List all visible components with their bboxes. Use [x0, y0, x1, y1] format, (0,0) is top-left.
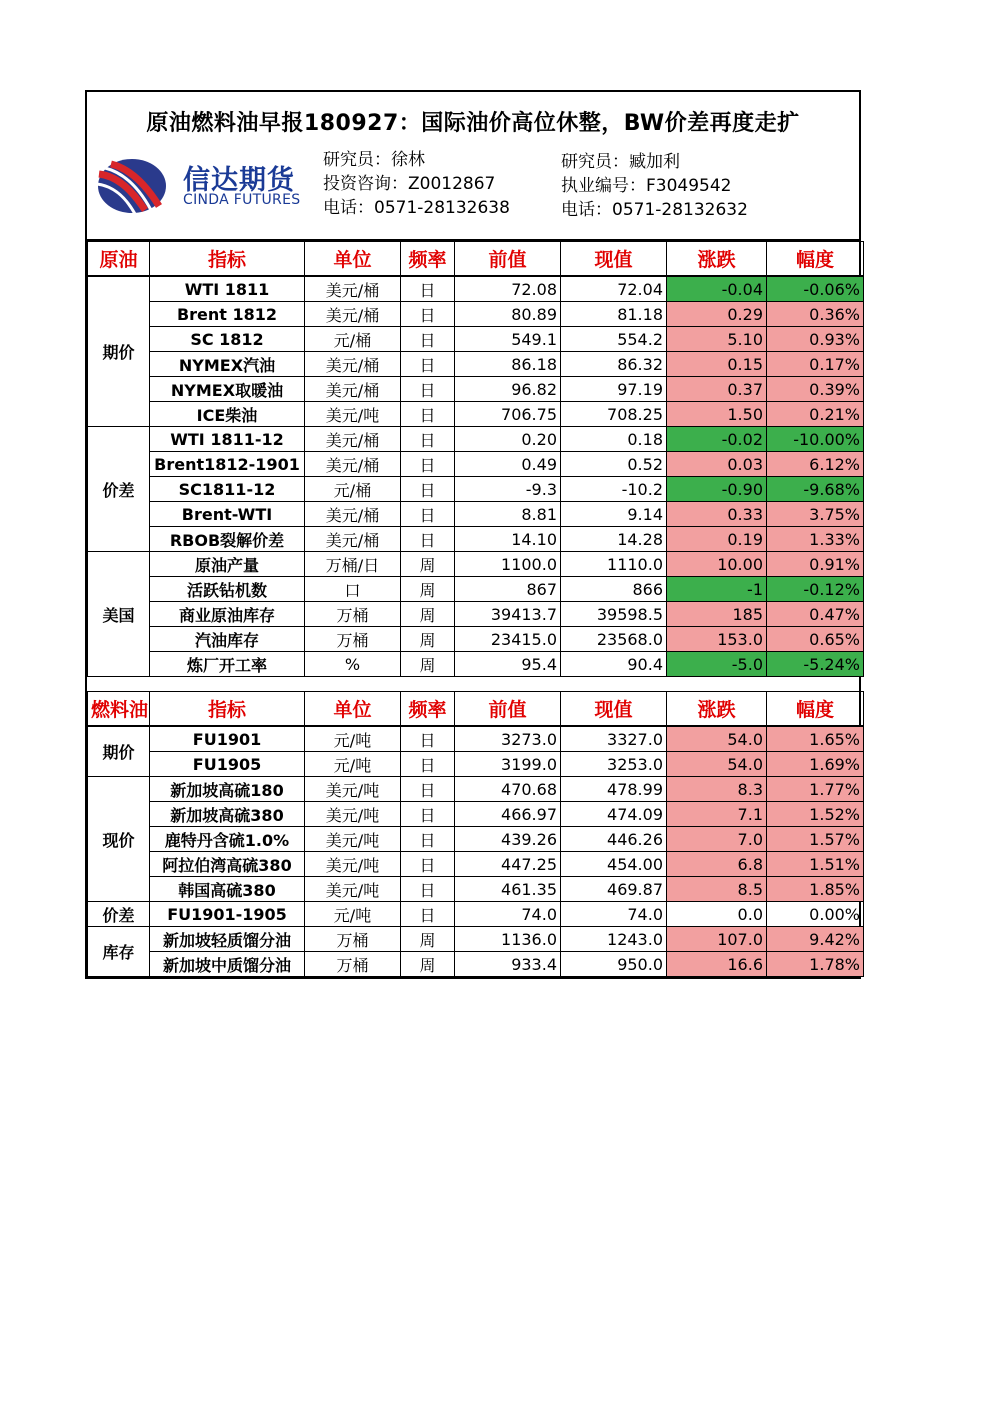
current-value-cell: 14.28 — [561, 527, 667, 552]
indicator-cell: NYMEX汽油 — [150, 352, 305, 377]
frequency-cell: 周 — [401, 577, 455, 602]
group-label: 价差 — [88, 902, 150, 927]
current-value-cell: -10.2 — [561, 477, 667, 502]
current-value-cell: 72.04 — [561, 276, 667, 302]
unit-cell: 万桶 — [305, 602, 401, 627]
license-number: 执业编号：F3049542 — [561, 176, 732, 196]
change-percent-cell: 0.47% — [767, 602, 864, 627]
table-row — [88, 602, 864, 627]
table-row — [88, 327, 864, 352]
indicator-cell: 原油产量 — [150, 552, 305, 577]
unit-cell: 美元/桶 — [305, 377, 401, 402]
change-cell: -5.0 — [667, 652, 767, 677]
current-value-cell: 446.26 — [561, 827, 667, 852]
current-value-cell: 0.18 — [561, 427, 667, 452]
change-cell: -0.02 — [667, 427, 767, 452]
indicator-cell: 新加坡轻质馏分油 — [150, 927, 305, 952]
frequency-cell: 周 — [401, 627, 455, 652]
frequency-cell: 日 — [401, 752, 455, 777]
unit-cell: 万桶 — [305, 627, 401, 652]
report-header — [87, 92, 859, 241]
frequency-cell: 日 — [401, 377, 455, 402]
indicator-cell: 韩国高硫380 — [150, 877, 305, 902]
unit-cell: 元/吨 — [305, 726, 401, 752]
unit-cell: 美元/吨 — [305, 777, 401, 802]
previous-value-cell: 39413.7 — [455, 602, 561, 627]
change-percent-cell: 1.57% — [767, 827, 864, 852]
table-row — [88, 902, 864, 927]
change-percent-cell: 1.77% — [767, 777, 864, 802]
previous-value-cell: 0.20 — [455, 427, 561, 452]
change-percent-cell: 3.75% — [767, 502, 864, 527]
table-row — [88, 302, 864, 327]
change-percent-cell: 1.33% — [767, 527, 864, 552]
change-cell: -0.90 — [667, 477, 767, 502]
indicator-cell: FU1905 — [150, 752, 305, 777]
current-value-cell: 554.2 — [561, 327, 667, 352]
frequency-cell: 日 — [401, 477, 455, 502]
unit-cell: 万桶/日 — [305, 552, 401, 577]
column-header: 涨跌 — [667, 242, 767, 277]
previous-value-cell: -9.3 — [455, 477, 561, 502]
group-label: 期价 — [88, 276, 150, 427]
previous-value-cell: 466.97 — [455, 802, 561, 827]
logo-english-name: CINDA FUTURES — [183, 192, 301, 208]
table-row — [88, 377, 864, 402]
frequency-cell: 周 — [401, 927, 455, 952]
previous-value-cell: 80.89 — [455, 302, 561, 327]
change-cell: 1.50 — [667, 402, 767, 427]
current-value-cell: 0.52 — [561, 452, 667, 477]
previous-value-cell: 1100.0 — [455, 552, 561, 577]
change-percent-cell: 1.52% — [767, 802, 864, 827]
group-label: 期价 — [88, 726, 150, 777]
phone-number: 电话：0571-28132638 — [323, 198, 510, 218]
change-percent-cell: -0.06% — [767, 276, 864, 302]
change-cell: 0.37 — [667, 377, 767, 402]
group-label: 现价 — [88, 777, 150, 902]
current-value-cell: 708.25 — [561, 402, 667, 427]
frequency-cell: 日 — [401, 352, 455, 377]
previous-value-cell: 14.10 — [455, 527, 561, 552]
change-percent-cell: 1.85% — [767, 877, 864, 902]
change-cell: 54.0 — [667, 726, 767, 752]
indicator-cell: SC1811-12 — [150, 477, 305, 502]
previous-value-cell: 549.1 — [455, 327, 561, 352]
current-value-cell: 74.0 — [561, 902, 667, 927]
indicator-cell: ICE柴油 — [150, 402, 305, 427]
unit-cell: 万桶 — [305, 927, 401, 952]
unit-cell: 美元/桶 — [305, 352, 401, 377]
unit-cell: 美元/桶 — [305, 427, 401, 452]
previous-value-cell: 0.49 — [455, 452, 561, 477]
table-row — [88, 877, 864, 902]
current-value-cell: 90.4 — [561, 652, 667, 677]
indicator-cell: 新加坡中质馏分油 — [150, 952, 305, 977]
crude-header-row — [88, 242, 864, 277]
report-sheet — [85, 90, 861, 979]
contact-xu-lin — [323, 148, 510, 220]
change-cell: 0.33 — [667, 502, 767, 527]
frequency-cell: 周 — [401, 552, 455, 577]
logo-chinese-name: 信达期货 — [183, 165, 295, 196]
contact-zang-jiali — [561, 150, 748, 222]
frequency-cell: 日 — [401, 327, 455, 352]
table-row — [88, 952, 864, 977]
table-row — [88, 752, 864, 777]
change-cell: 10.00 — [667, 552, 767, 577]
indicator-cell: RBOB裂解价差 — [150, 527, 305, 552]
indicator-cell: 汽油库存 — [150, 627, 305, 652]
table-row — [88, 827, 864, 852]
table-row — [88, 927, 864, 952]
fuel-header-row — [88, 692, 864, 727]
unit-cell: 美元/吨 — [305, 827, 401, 852]
previous-value-cell: 23415.0 — [455, 627, 561, 652]
unit-cell: 美元/桶 — [305, 276, 401, 302]
indicator-cell: 新加坡高硫180 — [150, 777, 305, 802]
table-row — [88, 502, 864, 527]
change-percent-cell: 0.39% — [767, 377, 864, 402]
indicator-cell: 活跃钻机数 — [150, 577, 305, 602]
table-row — [88, 477, 864, 502]
frequency-cell: 日 — [401, 502, 455, 527]
current-value-cell: 86.32 — [561, 352, 667, 377]
change-cell: 8.3 — [667, 777, 767, 802]
frequency-cell: 日 — [401, 726, 455, 752]
column-header: 指标 — [150, 692, 305, 727]
unit-cell: 美元/桶 — [305, 452, 401, 477]
previous-value-cell: 95.4 — [455, 652, 561, 677]
indicator-cell: Brent-WTI — [150, 502, 305, 527]
change-percent-cell: 1.65% — [767, 726, 864, 752]
column-header: 原油 — [88, 242, 150, 277]
indicator-cell: FU1901-1905 — [150, 902, 305, 927]
frequency-cell: 日 — [401, 527, 455, 552]
indicator-cell: WTI 1811-12 — [150, 427, 305, 452]
column-header: 单位 — [305, 242, 401, 277]
change-percent-cell: 0.65% — [767, 627, 864, 652]
unit-cell: % — [305, 652, 401, 677]
change-percent-cell: -9.68% — [767, 477, 864, 502]
frequency-cell: 日 — [401, 452, 455, 477]
current-value-cell: 3327.0 — [561, 726, 667, 752]
unit-cell: 美元/桶 — [305, 302, 401, 327]
change-percent-cell: -5.24% — [767, 652, 864, 677]
group-label: 价差 — [88, 427, 150, 552]
frequency-cell: 周 — [401, 602, 455, 627]
column-header: 涨跌 — [667, 692, 767, 727]
column-header: 现值 — [561, 242, 667, 277]
previous-value-cell: 3199.0 — [455, 752, 561, 777]
table-row — [88, 452, 864, 477]
current-value-cell: 81.18 — [561, 302, 667, 327]
current-value-cell: 1110.0 — [561, 552, 667, 577]
previous-value-cell: 447.25 — [455, 852, 561, 877]
indicator-cell: 阿拉伯湾高硫380 — [150, 852, 305, 877]
unit-cell: 美元/桶 — [305, 527, 401, 552]
change-percent-cell: 0.21% — [767, 402, 864, 427]
table-row — [88, 552, 864, 577]
cinda-logo-icon — [95, 156, 169, 216]
current-value-cell: 866 — [561, 577, 667, 602]
previous-value-cell: 470.68 — [455, 777, 561, 802]
previous-value-cell: 74.0 — [455, 902, 561, 927]
unit-cell: 万桶 — [305, 952, 401, 977]
change-cell: 7.1 — [667, 802, 767, 827]
column-header: 前值 — [455, 242, 561, 277]
unit-cell: 美元/桶 — [305, 502, 401, 527]
phone-number: 电话：0571-28132632 — [561, 200, 748, 220]
unit-cell: 元/吨 — [305, 902, 401, 927]
cinda-logo — [95, 152, 315, 222]
change-percent-cell: -10.00% — [767, 427, 864, 452]
previous-value-cell: 72.08 — [455, 276, 561, 302]
spacer-cell — [88, 677, 864, 692]
change-cell: 8.5 — [667, 877, 767, 902]
change-cell: 0.03 — [667, 452, 767, 477]
column-header: 幅度 — [767, 242, 864, 277]
previous-value-cell: 439.26 — [455, 827, 561, 852]
data-table — [87, 241, 864, 977]
current-value-cell: 474.09 — [561, 802, 667, 827]
column-header: 指标 — [150, 242, 305, 277]
change-cell: 0.29 — [667, 302, 767, 327]
current-value-cell: 97.19 — [561, 377, 667, 402]
column-header: 幅度 — [767, 692, 864, 727]
frequency-cell: 日 — [401, 877, 455, 902]
previous-value-cell: 461.35 — [455, 877, 561, 902]
unit-cell: 美元/吨 — [305, 802, 401, 827]
column-header: 现值 — [561, 692, 667, 727]
change-cell: 7.0 — [667, 827, 767, 852]
change-cell: 153.0 — [667, 627, 767, 652]
previous-value-cell: 867 — [455, 577, 561, 602]
table-row — [88, 726, 864, 752]
change-percent-cell: 1.51% — [767, 852, 864, 877]
indicator-cell: 商业原油库存 — [150, 602, 305, 627]
frequency-cell: 日 — [401, 777, 455, 802]
column-header: 燃料油 — [88, 692, 150, 727]
column-header: 频率 — [401, 242, 455, 277]
change-cell: 0.15 — [667, 352, 767, 377]
previous-value-cell: 86.18 — [455, 352, 561, 377]
table-row — [88, 427, 864, 452]
report-title: 原油燃料油早报180927：国际油价高位休整，BW价差再度走扩 — [146, 111, 800, 136]
table-row — [88, 276, 864, 302]
frequency-cell: 日 — [401, 902, 455, 927]
indicator-cell: FU1901 — [150, 726, 305, 752]
change-cell: 0.19 — [667, 527, 767, 552]
change-cell: 0.0 — [667, 902, 767, 927]
change-cell: 6.8 — [667, 852, 767, 877]
current-value-cell: 1243.0 — [561, 927, 667, 952]
change-percent-cell: 0.17% — [767, 352, 864, 377]
frequency-cell: 周 — [401, 952, 455, 977]
section-spacer — [88, 677, 864, 692]
unit-cell: 元/吨 — [305, 752, 401, 777]
current-value-cell: 950.0 — [561, 952, 667, 977]
change-percent-cell: 1.69% — [767, 752, 864, 777]
frequency-cell: 周 — [401, 652, 455, 677]
unit-cell: 口 — [305, 577, 401, 602]
change-percent-cell: 0.00% — [767, 902, 864, 927]
column-header: 单位 — [305, 692, 401, 727]
previous-value-cell: 1136.0 — [455, 927, 561, 952]
frequency-cell: 日 — [401, 302, 455, 327]
current-value-cell: 478.99 — [561, 777, 667, 802]
change-cell: 5.10 — [667, 327, 767, 352]
change-percent-cell: -0.12% — [767, 577, 864, 602]
previous-value-cell: 96.82 — [455, 377, 561, 402]
indicator-cell: Brent 1812 — [150, 302, 305, 327]
indicator-cell: SC 1812 — [150, 327, 305, 352]
change-percent-cell: 1.78% — [767, 952, 864, 977]
current-value-cell: 9.14 — [561, 502, 667, 527]
researcher-name: 研究员：臧加利 — [561, 152, 680, 172]
indicator-cell: WTI 1811 — [150, 276, 305, 302]
table-row — [88, 802, 864, 827]
previous-value-cell: 706.75 — [455, 402, 561, 427]
change-percent-cell: 6.12% — [767, 452, 864, 477]
column-header: 前值 — [455, 692, 561, 727]
current-value-cell: 454.00 — [561, 852, 667, 877]
current-value-cell: 23568.0 — [561, 627, 667, 652]
indicator-cell: Brent1812-1901 — [150, 452, 305, 477]
unit-cell: 美元/吨 — [305, 852, 401, 877]
frequency-cell: 日 — [401, 852, 455, 877]
current-value-cell: 39598.5 — [561, 602, 667, 627]
change-percent-cell: 0.93% — [767, 327, 864, 352]
change-percent-cell: 0.91% — [767, 552, 864, 577]
column-header: 频率 — [401, 692, 455, 727]
current-value-cell: 469.87 — [561, 877, 667, 902]
frequency-cell: 日 — [401, 276, 455, 302]
change-cell: 54.0 — [667, 752, 767, 777]
previous-value-cell: 3273.0 — [455, 726, 561, 752]
unit-cell: 美元/吨 — [305, 877, 401, 902]
change-cell: -1 — [667, 577, 767, 602]
group-label: 美国 — [88, 552, 150, 677]
table-row — [88, 627, 864, 652]
frequency-cell: 日 — [401, 402, 455, 427]
change-percent-cell: 9.42% — [767, 927, 864, 952]
current-value-cell: 3253.0 — [561, 752, 667, 777]
indicator-cell: NYMEX取暖油 — [150, 377, 305, 402]
frequency-cell: 日 — [401, 802, 455, 827]
license-number: 投资咨询：Z0012867 — [323, 174, 496, 194]
table-row — [88, 652, 864, 677]
frequency-cell: 日 — [401, 827, 455, 852]
previous-value-cell: 933.4 — [455, 952, 561, 977]
previous-value-cell: 8.81 — [455, 502, 561, 527]
indicator-cell: 鹿特丹含硫1.0% — [150, 827, 305, 852]
indicator-cell: 炼厂开工率 — [150, 652, 305, 677]
table-row — [88, 402, 864, 427]
group-label: 库存 — [88, 927, 150, 977]
table-row — [88, 852, 864, 877]
change-cell: 185 — [667, 602, 767, 627]
change-cell: 107.0 — [667, 927, 767, 952]
researcher-name: 研究员：徐林 — [323, 150, 425, 170]
change-cell: 16.6 — [667, 952, 767, 977]
table-row — [88, 352, 864, 377]
table-row — [88, 527, 864, 552]
unit-cell: 元/桶 — [305, 327, 401, 352]
unit-cell: 元/桶 — [305, 477, 401, 502]
unit-cell: 美元/吨 — [305, 402, 401, 427]
indicator-cell: 新加坡高硫380 — [150, 802, 305, 827]
table-row — [88, 777, 864, 802]
frequency-cell: 日 — [401, 427, 455, 452]
change-cell: -0.04 — [667, 276, 767, 302]
table-row — [88, 577, 864, 602]
change-percent-cell: 0.36% — [767, 302, 864, 327]
